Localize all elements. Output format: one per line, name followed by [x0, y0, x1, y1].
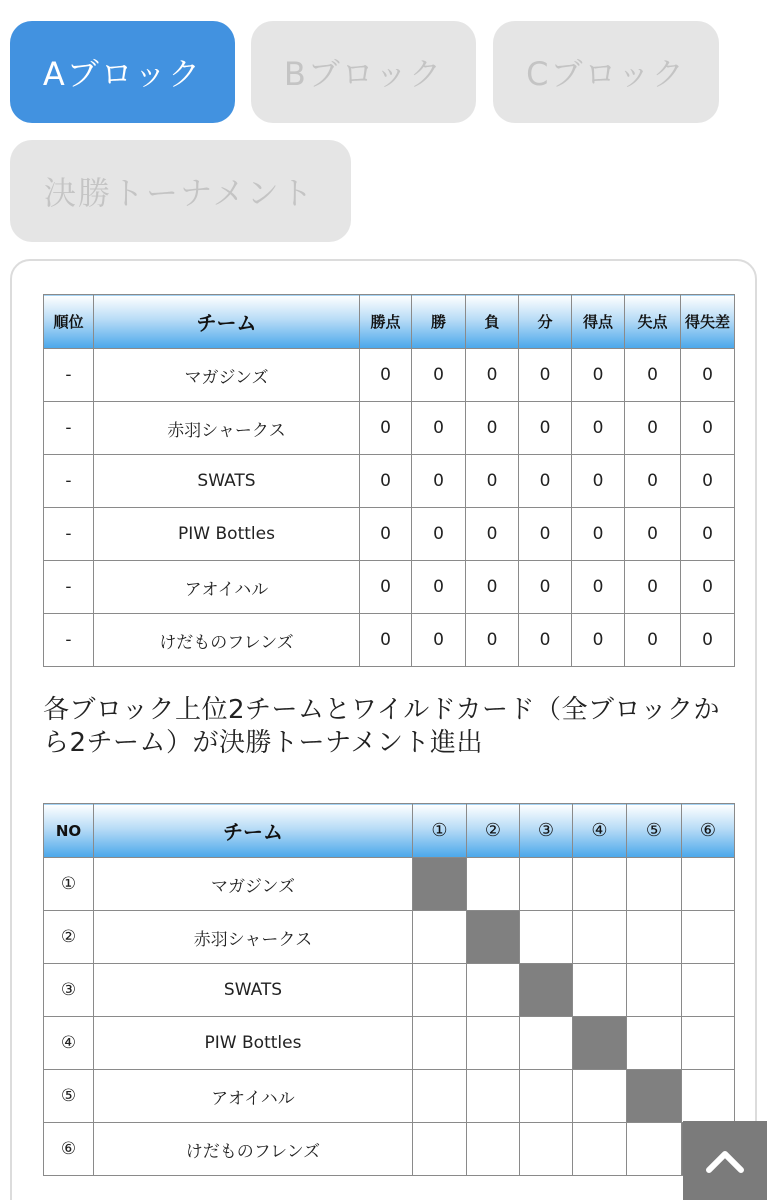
header-opponent-2: ②	[467, 804, 520, 858]
result-cell	[467, 1070, 520, 1123]
rank-cell: -	[44, 455, 94, 508]
stat-cell: 0	[572, 561, 625, 614]
header-no: NO	[44, 804, 94, 858]
stat-cell: 0	[519, 614, 572, 667]
team-cell: マガジンズ	[94, 858, 413, 911]
result-cell	[413, 911, 467, 964]
matrix-header-row	[44, 804, 735, 858]
result-cell	[413, 964, 467, 1017]
table-row	[44, 561, 735, 614]
stat-cell: 0	[625, 561, 681, 614]
table-row	[44, 349, 735, 402]
table-row	[44, 911, 735, 964]
stat-cell: 0	[572, 614, 625, 667]
self-match-cell	[467, 911, 520, 964]
stat-cell: 0	[412, 349, 466, 402]
result-cell	[413, 1123, 467, 1176]
stat-cell: 0	[572, 508, 625, 561]
stat-cell: 0	[466, 349, 519, 402]
stat-cell: 0	[681, 561, 735, 614]
result-cell	[627, 911, 682, 964]
stat-cell: 0	[360, 561, 412, 614]
team-cell: アオイハル	[94, 1070, 413, 1123]
result-cell	[573, 858, 627, 911]
header-opponent-3: ③	[520, 804, 573, 858]
stat-cell: 0	[519, 561, 572, 614]
stat-cell: 0	[681, 455, 735, 508]
stat-cell: 0	[681, 402, 735, 455]
match-matrix-table	[43, 803, 735, 1176]
stat-cell: 0	[572, 455, 625, 508]
self-match-cell	[627, 1070, 682, 1123]
stat-cell: 0	[625, 614, 681, 667]
result-cell	[520, 858, 573, 911]
team-cell: PIW Bottles	[94, 508, 360, 561]
team-cell: 赤羽シャークス	[94, 911, 413, 964]
stat-cell: 0	[519, 508, 572, 561]
stat-cell: 0	[412, 508, 466, 561]
stat-cell: 0	[360, 614, 412, 667]
chevron-up-icon	[705, 1148, 745, 1174]
team-cell: 赤羽シャークス	[94, 402, 360, 455]
team-cell: SWATS	[94, 455, 360, 508]
self-match-cell	[520, 964, 573, 1017]
rank-cell: -	[44, 614, 94, 667]
stat-cell: 0	[412, 614, 466, 667]
stat-cell: 0	[412, 402, 466, 455]
header-team: チーム	[94, 804, 413, 858]
header-draws: 分	[519, 295, 572, 349]
header-opponent-6: ⑥	[682, 804, 735, 858]
rank-cell: -	[44, 402, 94, 455]
table-row	[44, 1070, 735, 1123]
stat-cell: 0	[625, 349, 681, 402]
stat-cell: 0	[466, 508, 519, 561]
header-goals-for: 得点	[572, 295, 625, 349]
stat-cell: 0	[412, 561, 466, 614]
table-row	[44, 1017, 735, 1070]
result-cell	[682, 1070, 735, 1123]
result-cell	[413, 1070, 467, 1123]
no-cell: ①	[44, 858, 94, 911]
self-match-cell	[573, 1017, 627, 1070]
no-cell: ②	[44, 911, 94, 964]
header-points: 勝点	[360, 295, 412, 349]
qualification-note: 各ブロック上位2チームとワイルドカード（全ブロックから2チーム）が決勝トーナメント進出	[43, 695, 720, 758]
result-cell	[627, 1017, 682, 1070]
team-cell: SWATS	[94, 964, 413, 1017]
result-cell	[682, 858, 735, 911]
header-wins: 勝	[412, 295, 466, 349]
team-cell: けだものフレンズ	[94, 614, 360, 667]
stat-cell: 0	[519, 402, 572, 455]
result-cell	[573, 1123, 627, 1176]
header-losses: 負	[466, 295, 519, 349]
stat-cell: 0	[360, 402, 412, 455]
no-cell: ③	[44, 964, 94, 1017]
stat-cell: 0	[360, 455, 412, 508]
result-cell	[467, 1123, 520, 1176]
result-cell	[467, 964, 520, 1017]
table-row	[44, 402, 735, 455]
stat-cell: 0	[681, 508, 735, 561]
result-cell	[467, 1017, 520, 1070]
team-cell: マガジンズ	[94, 349, 360, 402]
result-cell	[520, 1070, 573, 1123]
result-cell	[520, 1123, 573, 1176]
standings-header-row	[44, 295, 735, 349]
header-rank: 順位	[44, 295, 94, 349]
header-team: チーム	[94, 295, 360, 349]
header-opponent-1: ①	[413, 804, 467, 858]
no-cell: ④	[44, 1017, 94, 1070]
stat-cell: 0	[519, 349, 572, 402]
table-row	[44, 455, 735, 508]
stat-cell: 0	[572, 402, 625, 455]
result-cell	[627, 964, 682, 1017]
rank-cell: -	[44, 508, 94, 561]
tab-b-block[interactable]: Bブロック	[251, 21, 476, 123]
result-cell	[573, 1070, 627, 1123]
result-cell	[682, 911, 735, 964]
stat-cell: 0	[466, 561, 519, 614]
result-cell	[682, 1017, 735, 1070]
header-goal-diff: 得失差	[681, 295, 735, 349]
result-cell	[573, 964, 627, 1017]
table-row	[44, 614, 735, 667]
result-cell	[413, 1017, 467, 1070]
header-opponent-5: ⑤	[627, 804, 682, 858]
team-cell: アオイハル	[94, 561, 360, 614]
team-cell: PIW Bottles	[94, 1017, 413, 1070]
stat-cell: 0	[625, 508, 681, 561]
result-cell	[627, 1123, 682, 1176]
result-cell	[467, 858, 520, 911]
standings-table	[43, 294, 735, 667]
header-goals-against: 失点	[625, 295, 681, 349]
stat-cell: 0	[360, 349, 412, 402]
result-cell	[573, 911, 627, 964]
tab-a-block[interactable]: Aブロック	[10, 21, 235, 123]
no-cell: ⑥	[44, 1123, 94, 1176]
stat-cell: 0	[519, 455, 572, 508]
stat-cell: 0	[681, 349, 735, 402]
stat-cell: 0	[681, 614, 735, 667]
rank-cell: -	[44, 561, 94, 614]
result-cell	[682, 964, 735, 1017]
stat-cell: 0	[625, 455, 681, 508]
table-row	[44, 858, 735, 911]
stat-cell: 0	[360, 508, 412, 561]
stat-cell: 0	[466, 402, 519, 455]
table-row	[44, 1123, 735, 1176]
stat-cell: 0	[466, 455, 519, 508]
team-cell: けだものフレンズ	[94, 1123, 413, 1176]
table-row	[44, 964, 735, 1017]
stat-cell: 0	[412, 455, 466, 508]
scroll-to-top-button[interactable]	[683, 1121, 767, 1200]
stat-cell: 0	[625, 402, 681, 455]
rank-cell: -	[44, 349, 94, 402]
stat-cell: 0	[572, 349, 625, 402]
no-cell: ⑤	[44, 1070, 94, 1123]
self-match-cell	[413, 858, 467, 911]
header-opponent-4: ④	[573, 804, 627, 858]
result-cell	[520, 1017, 573, 1070]
result-cell	[627, 858, 682, 911]
stat-cell: 0	[466, 614, 519, 667]
tab-final-tournament[interactable]: 決勝トーナメント	[10, 140, 351, 242]
result-cell	[520, 911, 573, 964]
table-row	[44, 508, 735, 561]
tab-c-block[interactable]: Cブロック	[493, 21, 719, 123]
